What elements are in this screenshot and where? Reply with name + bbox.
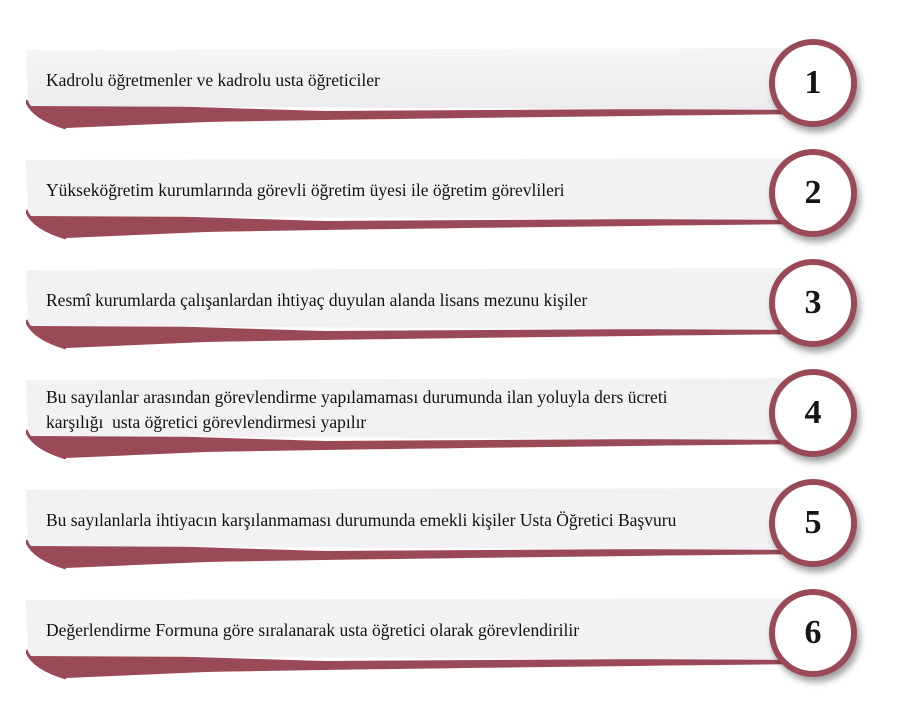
step-3 — [26, 258, 862, 350]
step-4 — [26, 368, 862, 460]
step-number-badge — [769, 369, 857, 457]
step-text: Değerlendirme Formuna göre sıralanarak usta öğretici olarak görevlendirilir — [46, 619, 580, 640]
step-number: 4 — [804, 394, 822, 431]
step-number: 2 — [804, 174, 822, 211]
step-text: Yükseköğretim kurumlarında görevli öğretim üyesi ile öğretim görevlileri — [46, 179, 565, 200]
step-text: Bu sayılanlar arasından görevlendirme yapılamaması durumunda ilan yoluyla ders ücreti karşılığı usta öğretici görevlendirmesi yapılır — [46, 387, 672, 432]
step-6 — [26, 588, 862, 680]
step-1 — [26, 38, 862, 130]
step-number: 5 — [804, 504, 822, 541]
step-number-badge — [769, 259, 857, 347]
step-text: Bu sayılanlarla ihtiyacın karşılanmaması durumunda emekli kişiler Usta Öğretici Başvuru — [46, 509, 677, 530]
step-number-badge — [769, 589, 857, 677]
step-number-badge — [769, 39, 857, 127]
step-text: Kadrolu öğretmenler ve kadrolu usta öğreticiler — [46, 69, 380, 90]
step-number: 1 — [804, 64, 822, 101]
step-2 — [26, 148, 862, 240]
step-text: Resmî kurumlarda çalışanlardan ihtiyaç duyulan alanda lisans mezunu kişiler — [46, 289, 588, 310]
step-number-badge — [769, 479, 857, 567]
step-5 — [26, 478, 862, 570]
step-number: 6 — [804, 614, 822, 651]
step-number: 3 — [804, 284, 822, 321]
step-number-badge — [769, 149, 857, 237]
